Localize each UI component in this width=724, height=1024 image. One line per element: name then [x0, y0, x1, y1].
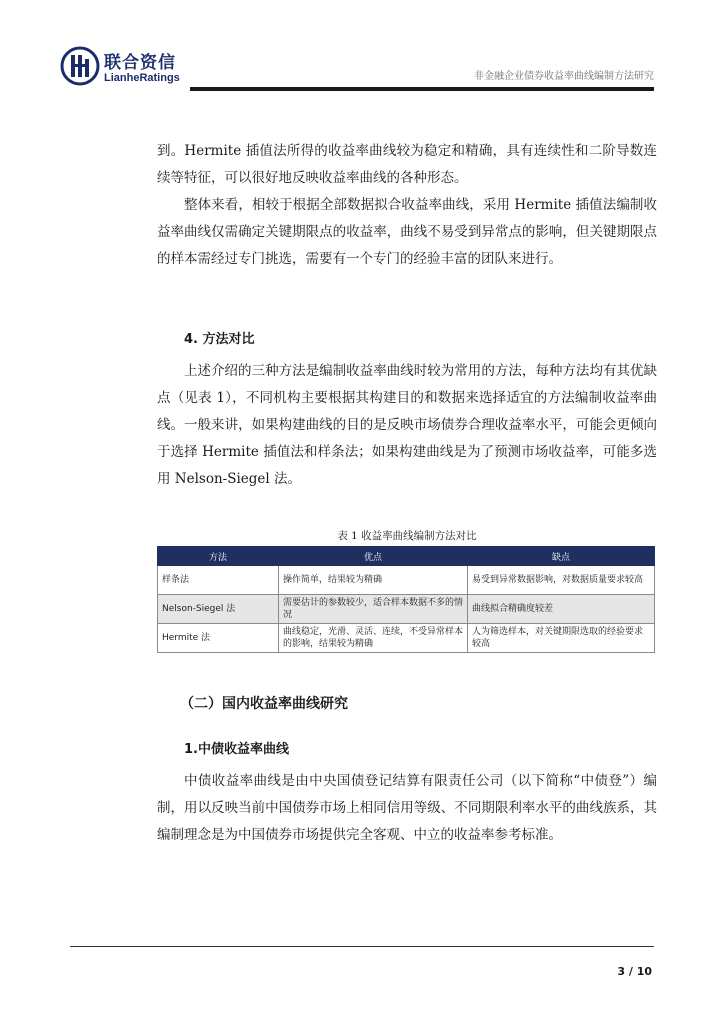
heading-zhongzhai-curve: 1.中债收益率曲线 [184, 742, 289, 757]
cell-method: Nelson-Siegel 法 [158, 595, 279, 624]
page-number: 3 / 10 [617, 965, 652, 978]
table-row [158, 595, 655, 624]
paragraph-method-selection: 上述介绍的三种方法是编制收益率曲线时较为常用的方法，每种方法均有其优缺点（见表 1），不同机构主要根据其构建目的和数据来选择适宜的方法编制收益率曲线。一般来讲，如果构建曲线的目的是反映市场债券合理收益率水平，可能会更倾向于选择 Hermite 插值法和样条法；如果构建曲线是为了预测市场收益率，可能多选用 Nelson-Siegel 法。 [157, 363, 657, 487]
paragraph-zhongzhai-description: 中债收益率曲线是由中央国债登记结算有限责任公司（以下简称“中债登”）编制，用以反映当前中国债券市场上相同信用等级、不同期限利率水平的曲线族系，其编制理念是为中国债券市场提供完全客观、中立的收益率参考标准。 [157, 773, 657, 843]
column-header-cons: 缺点 [468, 547, 655, 566]
heading-method-comparison: 4. 方法对比 [184, 332, 255, 347]
table-header-row [158, 547, 655, 566]
table-row [158, 566, 655, 595]
column-header-pros: 优点 [279, 547, 468, 566]
cell-method: 样条法 [158, 566, 279, 595]
table-row [158, 624, 655, 653]
header-doc-title: 非金融企业债券收益率曲线编制方法研究 [474, 71, 654, 82]
cell-cons: 曲线拟合精确度较差 [468, 595, 655, 624]
footer-divider [70, 946, 654, 947]
cell-pros: 操作简单，结果较为精确 [279, 566, 468, 595]
lianhe-logo-icon [60, 46, 100, 86]
cell-pros: 需要估计的参数较少，适合样本数据不多的情况 [279, 595, 468, 624]
column-header-method: 方法 [158, 547, 279, 566]
cell-cons: 易受到异常数据影响，对数据质量要求较高 [468, 566, 655, 595]
paragraph-hermite-conclusion: 到。Hermite 插值法所得的收益率曲线较为稳定和精确，具有连续性和二阶导数连续等特征，可以很好地反映收益率曲线的各种形态。 [157, 143, 657, 186]
logo-text-en: LianheRatings [104, 72, 180, 84]
logo-text-cn: 联合资信 [104, 53, 176, 73]
paragraph-overall-comparison: 整体来看，相较于根据全部数据拟合收益率曲线，采用 Hermite 插值法编制收益率曲线仅需确定关键期限点的收益率，曲线不易受到异常点的影响，但关键期限点的样本需经过专门挑选，需要有一个专门的经验丰富的团队来进行。 [157, 197, 657, 267]
cell-pros: 曲线稳定，光滑、灵活、连续，不受异常样本的影响，结果较为精确 [279, 624, 468, 653]
cell-method: Hermite 法 [158, 624, 279, 653]
table-caption: 表 1 收益率曲线编制方法对比 [337, 530, 477, 542]
method-comparison-table [157, 546, 655, 653]
cell-cons: 人为筛选样本，对关键期限选取的经验要求较高 [468, 624, 655, 653]
header-divider [190, 87, 654, 91]
heading-domestic-research: （二）国内收益率曲线研究 [180, 696, 348, 712]
